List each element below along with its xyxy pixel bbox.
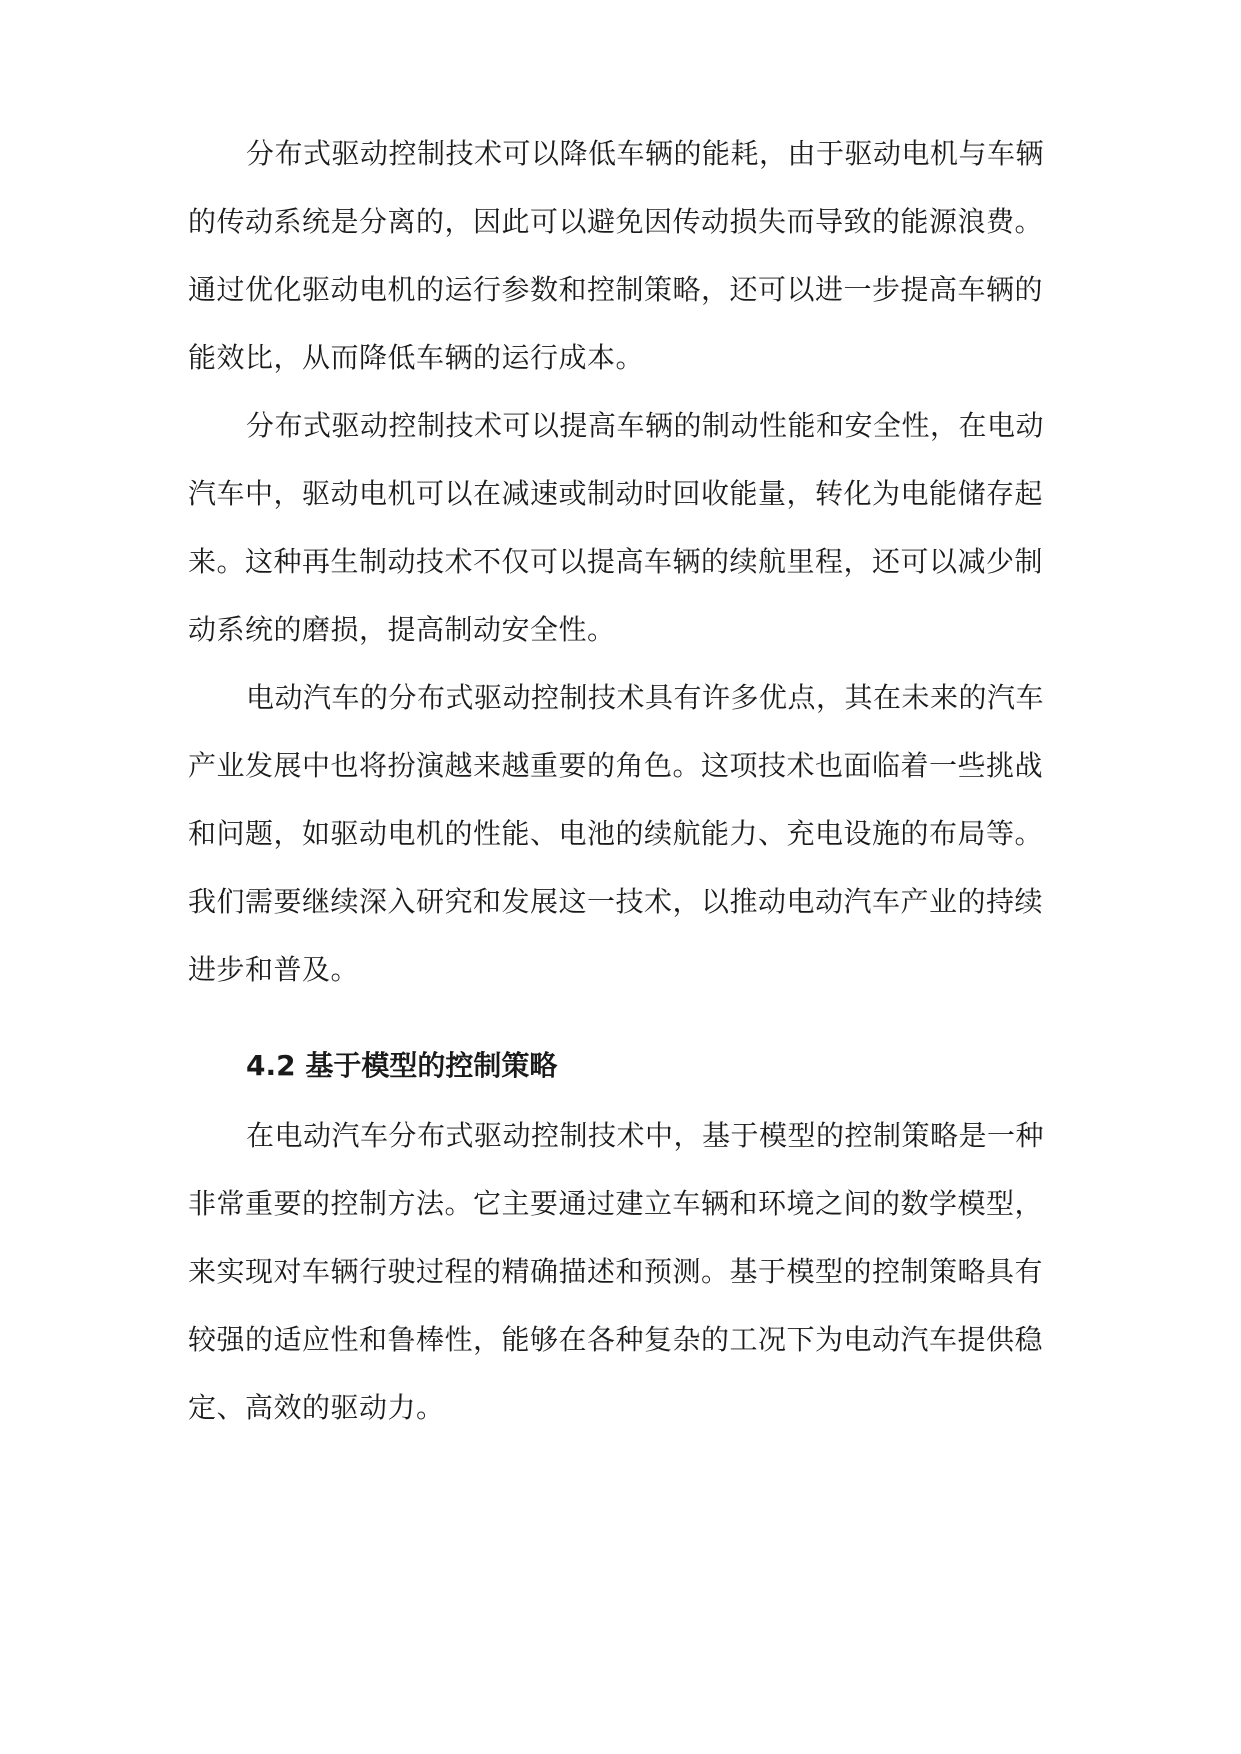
- section-paragraph-line-4: 较强的适应性和鲁棒性，能够在各种复杂的工况下为电动汽车提供稳: [188, 1323, 1044, 1356]
- paragraph-1-line-3: 通过优化驱动电机的运行参数和控制策略，还可以进一步提高车辆的: [188, 273, 1044, 306]
- paragraph-2-line-3: 来。这种再生制动技术不仅可以提高车辆的续航里程，还可以减少制: [188, 545, 1044, 578]
- section-paragraph-line-2: 非常重要的控制方法。它主要通过建立车辆和环境之间的数学模型，: [188, 1187, 1044, 1220]
- paragraph-2-line-4: 动系统的磨损，提高制动安全性。: [188, 613, 616, 646]
- paragraph-1-line-2: 的传动系统是分离的，因此可以避免因传动损失而导致的能源浪费。: [188, 205, 1044, 238]
- paragraph-1-line-4: 能效比，从而降低车辆的运行成本。: [188, 341, 645, 374]
- paragraph-3-line-1: 电动汽车的分布式驱动控制技术具有许多优点，其在未来的汽车: [246, 681, 1045, 714]
- section-paragraph-line-3: 来实现对车辆行驶过程的精确描述和预测。基于模型的控制策略具有: [188, 1255, 1044, 1288]
- section-paragraph-line-5: 定、高效的驱动力。: [188, 1391, 445, 1424]
- section-heading: 4.2 基于模型的控制策略: [246, 1049, 558, 1082]
- paragraph-3-line-3: 和问题，如驱动电机的性能、电池的续航能力、充电设施的布局等。: [188, 817, 1044, 850]
- paragraph-3-line-2: 产业发展中也将扮演越来越重要的角色。这项技术也面临着一些挑战: [188, 749, 1044, 782]
- section-paragraph-line-1: 在电动汽车分布式驱动控制技术中，基于模型的控制策略是一种: [246, 1119, 1045, 1152]
- paragraph-3-line-4: 我们需要继续深入研究和发展这一技术，以推动电动汽车产业的持续: [188, 885, 1044, 918]
- paragraph-2-line-2: 汽车中，驱动电机可以在减速或制动时回收能量，转化为电能储存起: [188, 477, 1044, 510]
- paragraph-3-line-5: 进步和普及。: [188, 953, 360, 986]
- paragraph-1-line-1: 分布式驱动控制技术可以降低车辆的能耗，由于驱动电机与车辆: [246, 137, 1045, 170]
- paragraph-2-line-1: 分布式驱动控制技术可以提高车辆的制动性能和安全性，在电动: [246, 409, 1045, 442]
